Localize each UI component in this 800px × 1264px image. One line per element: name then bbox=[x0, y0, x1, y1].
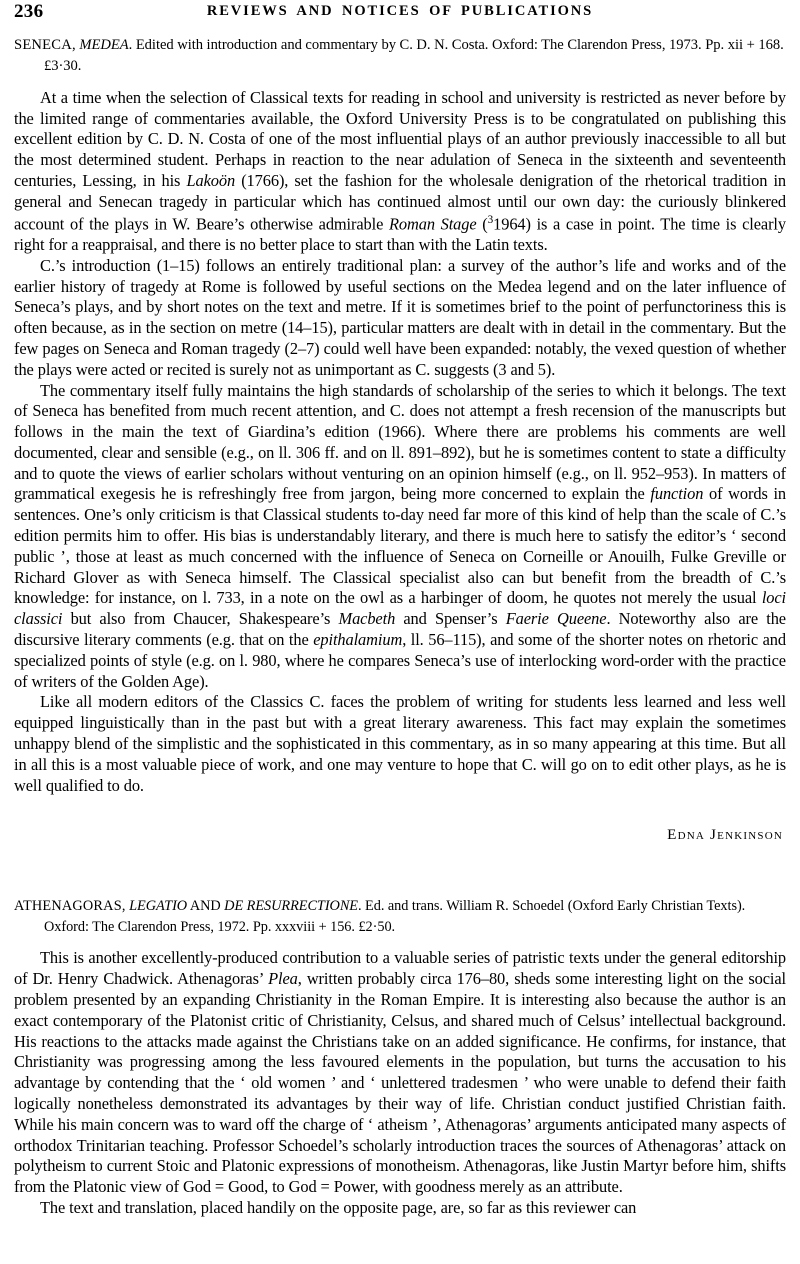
running-head-title: REVIEWS AND NOTICES OF PUBLICATIONS bbox=[206, 3, 594, 19]
heading-imprint: . Edited with introduction and commentary by C. D. N. Costa. Oxford: The Clarendon Press, bbox=[128, 37, 666, 53]
running-head bbox=[14, 0, 786, 26]
reviewer-signature: Edna Jenkinson bbox=[667, 826, 783, 844]
paragraph: This is another excellently-produced contribution to a valuable series of patristic texts under the general editorship of Dr. Henry Chadwick. Athenagoras’ Plea, written probably circa 176–80, sheds some interesting light on the social problem presented by an expanding Christianity in the Roman Empire. It is interesting also because the author is an exact contemporary of the Platonist critic of Christianity, Celsus, and shared much of Celsus’ intellectual background. His reactions to the attacks made against the Christians take on an added significance. He confirms, for instance, that Christianity was progressing among the less favoured elements in the population, but turns the accusation to his advantage by contending that the ‘ old women ’ and ‘ unlettered tradesmen ’ who were unable to defend their faith logically nonetheless demonstrated its advantages by their way of life. Christian conduct justified Christian faith. While his main concern was to ward off the charge of ‘ atheism ’, Athenagoras’ arguments anticipated many aspects of orthodox Trinitarian teaching. Professor Schoedel’s scholarly introduction traces the sources of Athenagoras’ attack on polytheism to current Stoic and Platonic expressions of monotheism. Athenagoras, like Justin Martyr before him, shifts from the Platonic view of God = Good, to God = Power, with goodness merely as an attribute. bbox=[14, 948, 786, 1197]
paragraph: The text and translation, placed handily on the opposite page, are, so far as this reviewer can bbox=[40, 1198, 637, 1218]
heading-imprint: . Ed. and trans. William R. Schoedel (Oxford bbox=[358, 898, 614, 915]
heading-collation: 1973. Pp. xii + 168. £3·30. bbox=[44, 37, 784, 75]
paragraph: The commentary itself fully maintains the high standards of scholarship of the series to which it belongs. The text of Seneca has benefited from much recent attention, and C. does not attempt a fresh recension of the manuscripts but follows in the main the text of Giardina’s edition (1966). Where there are problems his comments are well documented, clear and sensible (e.g., on ll. 306 ff. and on ll. 891–892), but he is sometimes content to state a difficulty and to quote the views of earlier scholars without venturing on an opinion himself (e.g., on ll. 952–953). In matters of grammatical exegesis he is refreshingly free from jargon, being more concerned to explain the function of words in sentences. One’s only criticism is that Classical students to-day need far more of this kind of help than the scale of C.’s edition permits him to offer. His bias is understandably literary, and there is much here to satisfy the editor’s ‘ second public ’, those at least as much concerned with the influence of Seneca on Corneille or Anouilh, Fulke Greville or Richard Glover as with Seneca himself. The Classical specialist also can but benefit from the breadth of C.’s knowledge: for instance, on l. 733, in a note on the owl as a harbinger of doom, he quotes not merely the usual loci classici but also from Chaucer, Shakespeare’s Macbeth and Spenser’s Faerie Queene. Noteworthy also are the discursive literary comments (e.g. that on the epithalamium, ll. 56–115), and some of the shorter notes on rhetoric and specialized points of style (e.g. on l. 980, where he compares Seneca’s use of interlocking word-order with the practice of writers of the Golden Age). bbox=[14, 380, 787, 691]
heading-author: SENECA, bbox=[14, 37, 76, 53]
heading-work-title-2: DE RESURRECTIONE bbox=[224, 898, 358, 915]
review-body bbox=[14, 88, 786, 797]
paragraph: C.’s introduction (1–15) follows an entirely traditional plan: a survey of the author’s life and works and of the earlier history of tragedy at Rome is followed by useful sections on the Medea legend and on the later influence of Seneca’s plays, and by short notes on the text and metre. If it is sometimes brief to the point of perfunctoriness this is often because, as in the section on metre (14–15), particular matters are dealt with in detail in the commentary. But the few pages on Seneca and Roman tragedy (2–7) could well have been expanded: notably, the vexed question of whether the plays were acted or recited is surely not as unimportant as C. suggests (3 and 5). bbox=[14, 255, 786, 379]
heading-work-title: MEDEA bbox=[79, 37, 129, 53]
review-body bbox=[14, 948, 786, 1218]
heading-author: ATHENAGORAS, bbox=[14, 898, 126, 915]
review-entry-athenagoras bbox=[14, 896, 786, 1218]
paragraph: At a time when the selection of Classical texts for reading in school and university is restricted as never before by the limited range of commentaries available, the Oxford University Press is to be congratulated on publishing this excellent edition by C. D. N. Costa of one of the most influential plays of an author previously inaccessible to all but the most determined student. Perhaps in reaction to the near adulation of Seneca in the sixteenth and seventeenth centuries, Lessing, in his Lakoön (1766), set the fashion for the wholesale denigration of the rhetorical tradition in general and Senecan tragedy in particular which has continued almost until our own day: the curiously blinkered account of the plays in W. Beare’s otherwise admirable Roman Stage ($^3$1964) is a case in point. The time is clearly right for a reappraisal, and there is no better place to start than with the Latin texts. bbox=[14, 87, 787, 254]
paragraph: Like all modern editors of the Classics C. faces the problem of writing for students less learned and less well equipped linguistically than in the past but with a great literary awareness. This fact may explain the sometimes unhappy blend of the simplistic and the sophisticated in this commentary, as in so many appearing at this time. But all in all this is a most valuable piece of work, and one may venture to hope that C. will go on to edit other plays, as he is well qualified to do. bbox=[14, 692, 786, 795]
heading-conjunction: AND bbox=[189, 898, 221, 915]
heading-work-title: LEGATIO bbox=[129, 898, 188, 915]
section-divider-space bbox=[14, 844, 786, 896]
bibliographic-heading bbox=[14, 35, 786, 78]
heading-collation: Early Christian Texts). Oxford: The Clarendon Press, 1972. Pp. xxxviii + 156. £2·50. bbox=[44, 898, 746, 936]
bibliographic-heading bbox=[14, 896, 786, 938]
review-entry-seneca-medea bbox=[14, 35, 786, 844]
page-folio-number: 236 bbox=[14, 1, 44, 22]
